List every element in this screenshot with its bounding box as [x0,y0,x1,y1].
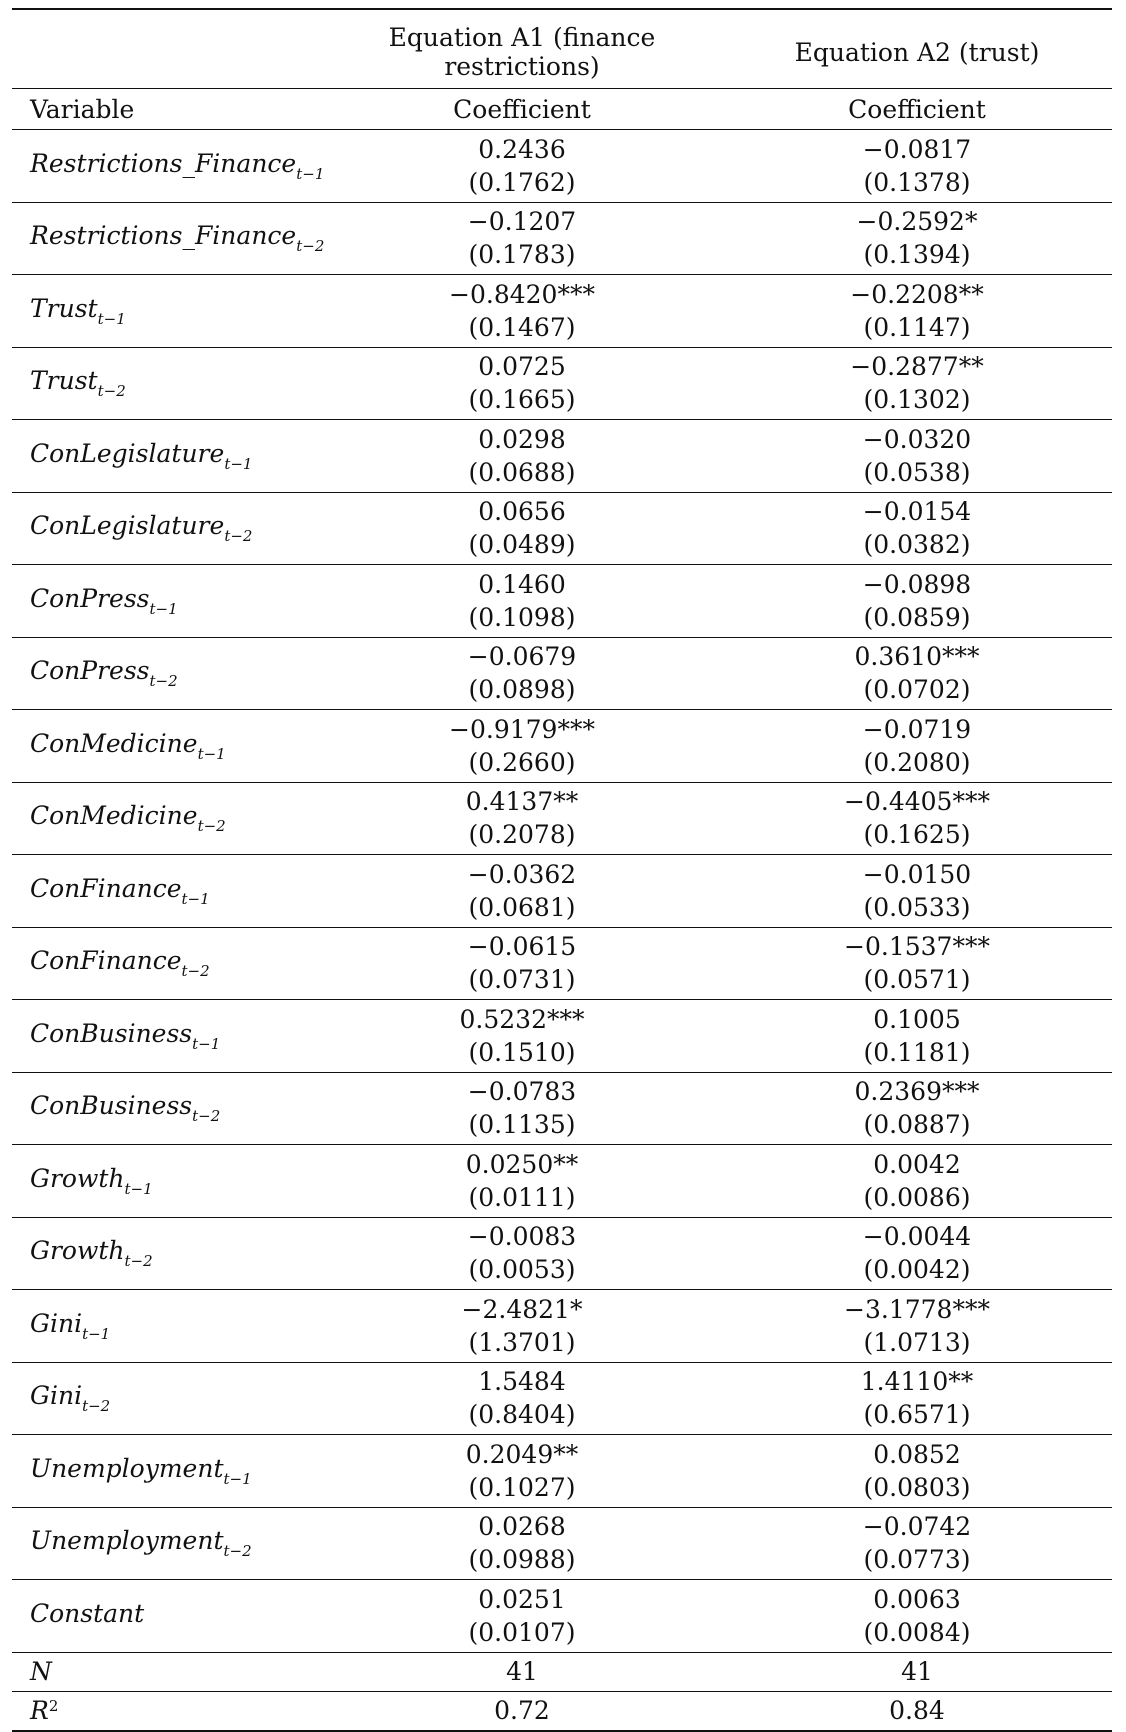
variable-name-cell [12,637,322,710]
coefficient-a1: 0.0250** [465,1149,579,1179]
coefficient-a1: −0.1207 [467,207,577,237]
standard-error-a2: (0.6571) [863,1400,971,1430]
coefficient-a2: −0.2208** [850,279,984,309]
coefficient-a1: 0.4137** [465,787,579,817]
regression-table [12,8,1112,1732]
variable-name: ConLegislature [30,438,225,468]
table-row [12,202,1112,275]
equation-a2-value-cell [722,1145,1112,1218]
variable-name: Trust [30,366,98,396]
regression-table-container [12,8,1112,1732]
r-squared-label [12,1691,322,1731]
equation-a2-value-cell [722,347,1112,420]
equation-a1-value-cell [322,1362,722,1435]
variable-lag-subscript: t−1 [197,744,226,763]
standard-error-a2: (0.0533) [863,892,971,922]
equation-a2-value-cell [722,130,1112,203]
equation-a1-value-cell [322,1507,722,1580]
equation-a2-value-cell [722,1580,1112,1653]
coefficient-a2: −0.0150 [862,859,972,889]
equation-a2-value-cell [722,1435,1112,1508]
coefficient-a2: 0.0042 [873,1149,961,1179]
variable-lag-subscript: t−1 [181,889,210,908]
variable-name-cell [12,782,322,855]
variable-name-cell [12,1290,322,1363]
variable-lag-subscript: t−2 [97,382,126,401]
standard-error-a1: (1.3701) [468,1327,576,1357]
variable-lag-subscript: t−1 [223,1469,252,1488]
equation-a2-value-cell [722,855,1112,928]
variable-name: Unemployment [30,1453,224,1483]
variable-name: ConMedicine [30,728,198,758]
variable-name: Gini [30,1381,83,1411]
coefficient-a2: 0.1005 [873,1004,961,1034]
standard-error-a2: (0.0538) [863,457,971,487]
variable-lag-subscript: t−2 [149,672,178,691]
coefficient-a1: 0.0656 [478,497,566,527]
standard-error-a1: (0.1098) [468,602,576,632]
equation-a1-value-cell [322,1072,722,1145]
n-row [12,1652,1112,1691]
variable-name: ConBusiness [30,1091,193,1121]
standard-error-a1: (0.8404) [468,1400,576,1430]
variable-name-cell [12,420,322,493]
equation-a1-value-cell [322,1435,722,1508]
table-row [12,927,1112,1000]
standard-error-a2: (0.0702) [863,675,971,705]
coefficient-a1: 0.1460 [478,569,566,599]
r-squared-value-a1: 0.72 [322,1691,722,1731]
table-row [12,1362,1112,1435]
equation-a1-value-cell [322,202,722,275]
coefficient-a2: −0.0320 [862,424,972,454]
standard-error-a2: (0.1147) [863,312,971,342]
r-squared-letter: R [30,1696,49,1725]
variable-lag-subscript: t−2 [296,237,325,256]
standard-error-a1: (0.1762) [468,167,576,197]
equation-a1-value-cell [322,1217,722,1290]
variable-name-cell [12,130,325,203]
standard-error-a2: (0.0382) [863,530,971,560]
equation-a2-value-cell [722,782,1112,855]
variable-name: ConPress [30,583,150,613]
variable-name-cell [12,927,322,1000]
table-row [12,782,1112,855]
table-row [12,420,1112,493]
equation-a1-value-cell [322,1580,722,1653]
standard-error-a1: (0.0688) [468,457,576,487]
coefficient-a1: −0.9179*** [449,714,595,744]
equation-a1-value-cell [322,420,722,493]
coefficient-a2: 0.0063 [873,1584,961,1614]
variable-name-cell [12,1507,322,1580]
n-value-a2: 41 [722,1652,1112,1691]
variable-name: Restrictions_Finance [30,221,297,251]
standard-error-a2: (1.0713) [863,1327,971,1357]
equation-a1-value-cell [322,347,722,420]
standard-error-a2: (0.1625) [863,820,971,850]
standard-error-a2: (0.0084) [863,1617,971,1647]
table-row [12,1507,1112,1580]
table-row [12,1435,1112,1508]
equation-title-row [12,9,1112,89]
variable-name: Growth [30,1163,125,1193]
equation-a2-value-cell [722,637,1112,710]
coefficient-a1: 1.5484 [478,1367,566,1397]
equation-a2-value-cell [722,275,1112,348]
variable-name-cell [12,1435,322,1508]
standard-error-a1: (0.1467) [468,312,576,342]
variable-lag-subscript: t−2 [223,1542,252,1561]
equation-a2-value-cell [722,1072,1112,1145]
variable-name-cell [12,1072,322,1145]
table-row [12,1217,1112,1290]
r-squared-value-a2: 0.84 [722,1691,1112,1731]
variable-name-cell [12,565,322,638]
variable-name-cell [12,1000,322,1073]
coefficient-a2: −0.0817 [862,134,972,164]
coefficient-a2: −0.0154 [862,497,972,527]
coefficient-a1: 0.0251 [478,1584,566,1614]
equation-a1-value-cell [322,492,722,565]
variable-lag-subscript: t−1 [296,164,325,183]
equation-a1-value-cell [322,130,722,203]
equation-a1-value-cell [322,1000,722,1073]
variable-lag-subscript: t−1 [82,1324,111,1343]
standard-error-a2: (0.0859) [863,602,971,632]
standard-error-a2: (0.1394) [863,240,971,270]
standard-error-a2: (0.0571) [863,965,971,995]
table-row [12,855,1112,928]
coefficient-a2: 0.3610*** [854,642,980,672]
equation-a1-value-cell [322,637,722,710]
standard-error-a2: (0.0887) [863,1110,971,1140]
coefficient-a1: −2.4821* [461,1294,583,1324]
coefficient-header-a1: Coefficient [322,89,722,130]
equation-a2-value-cell [722,202,1112,275]
equation-a1-value-cell [322,1290,722,1363]
standard-error-a2: (0.1378) [863,167,971,197]
standard-error-a1: (0.2078) [468,820,576,850]
variable-name: ConMedicine [30,801,198,831]
variable-name: Growth [30,1236,125,1266]
standard-error-a2: (0.0773) [863,1545,971,1575]
standard-error-a2: (0.1181) [863,1037,971,1067]
equation-a1-value-cell [322,565,722,638]
equation-a2-title: Equation A2 (trust) [722,9,1112,89]
coefficient-a2: −0.1537*** [844,932,990,962]
table-row [12,637,1112,710]
variable-name-cell [12,202,325,275]
coefficient-a2: −0.0898 [862,569,972,599]
standard-error-a1: (0.1135) [468,1110,576,1140]
coefficient-a1: −0.0679 [467,642,577,672]
equation-a2-value-cell [722,565,1112,638]
table-row [12,565,1112,638]
equation-a1-title: Equation A1 (finance restrictions) [322,9,722,89]
variable-name: Restrictions_Finance [30,148,297,178]
n-label: N [12,1652,322,1691]
coefficient-a1: −0.0083 [467,1222,577,1252]
standard-error-a2: (0.1302) [863,385,971,415]
standard-error-a1: (0.1510) [468,1037,576,1067]
equation-a1-value-cell [322,782,722,855]
variable-lag-subscript: t−2 [82,1397,111,1416]
standard-error-a2: (0.0042) [863,1255,971,1285]
coefficient-a1: 0.0298 [478,424,566,454]
coefficient-a2: 0.2369*** [854,1077,980,1107]
r-squared-superscript: 2 [48,1697,59,1715]
r-squared-row [12,1691,1112,1731]
equation-a2-value-cell [722,420,1112,493]
variable-name-cell [12,710,322,783]
variable-header: Variable [12,89,322,130]
variable-lag-subscript: t−2 [181,962,210,981]
variable-name-cell [12,492,322,565]
equation-a1-value-cell [322,1145,722,1218]
variable-lag-subscript: t−1 [124,1179,153,1198]
equation-a2-value-cell [722,1362,1112,1435]
standard-error-a1: (0.1783) [468,240,576,270]
coefficient-a2: −0.0719 [862,714,972,744]
variable-name-cell [12,1217,322,1290]
standard-error-a1: (0.0731) [468,965,576,995]
variable-lag-subscript: t−1 [192,1034,221,1053]
equation-a2-value-cell [722,927,1112,1000]
variable-lag-subscript: t−2 [192,1107,221,1126]
variable-name-cell [12,275,322,348]
coefficient-header-a2: Coefficient [722,89,1112,130]
equation-a1-value-cell [322,927,722,1000]
standard-error-a2: (0.0803) [863,1472,971,1502]
column-header-row [12,89,1112,130]
standard-error-a1: (0.0988) [468,1545,576,1575]
variable-name: Unemployment [30,1526,224,1556]
standard-error-a2: (0.2080) [863,747,971,777]
equation-a2-value-cell [722,1290,1112,1363]
variable-name: Gini [30,1308,83,1338]
coefficient-a1: 0.0268 [478,1512,566,1542]
table-row [12,275,1112,348]
coefficient-a1: 0.5232*** [459,1004,585,1034]
variable-lag-subscript: t−1 [97,309,126,328]
table-row [12,1145,1112,1218]
coefficient-a1: −0.0362 [467,859,577,889]
table-row [12,1290,1112,1363]
coefficient-a2: 0.0852 [873,1439,961,1469]
table-row [12,710,1112,783]
empty-corner-cell [12,9,322,89]
variable-name: ConBusiness [30,1018,193,1048]
variable-name: ConFinance [30,946,182,976]
variable-lag-subscript: t−2 [124,1252,153,1271]
variable-name: Trust [30,293,98,323]
standard-error-a1: (0.0898) [468,675,576,705]
table-row [12,1000,1112,1073]
coefficient-a1: 0.2436 [478,134,566,164]
equation-a1-value-cell [322,275,722,348]
equation-a1-value-cell [322,710,722,783]
variable-name-cell [12,1580,322,1653]
variable-lag-subscript: t−1 [149,599,178,618]
equation-a2-value-cell [722,1507,1112,1580]
coefficient-a2: −3.1778*** [844,1294,990,1324]
variable-lag-subscript: t−1 [224,454,253,473]
coefficient-a2: −0.4405*** [844,787,990,817]
coefficient-a2: −0.2877** [850,352,984,382]
coefficient-a1: −0.0783 [467,1077,577,1107]
standard-error-a1: (0.0053) [468,1255,576,1285]
table-row [12,1580,1112,1653]
coefficient-a2: −0.0742 [862,1512,972,1542]
coefficient-a1: −0.8420*** [449,279,595,309]
coefficient-a2: −0.2592* [856,207,978,237]
variable-name: Constant [30,1598,145,1628]
variable-name: ConPress [30,656,150,686]
variable-name-cell [12,347,322,420]
coefficient-a2: 1.4110** [860,1367,974,1397]
variable-lag-subscript: t−2 [197,817,226,836]
standard-error-a1: (0.0681) [468,892,576,922]
equation-a2-value-cell [722,1000,1112,1073]
variable-name: ConFinance [30,873,182,903]
standard-error-a1: (0.1027) [468,1472,576,1502]
coefficient-a2: −0.0044 [862,1222,972,1252]
variable-lag-subscript: t−2 [224,527,253,546]
variable-name: ConLegislature [30,511,225,541]
table-row [12,130,1112,203]
variable-name-cell [12,1145,322,1218]
coefficient-a1: 0.0725 [478,352,566,382]
standard-error-a2: (0.0086) [863,1182,971,1212]
equation-a2-value-cell [722,492,1112,565]
variable-name-cell [12,855,322,928]
standard-error-a1: (0.0489) [468,530,576,560]
equation-a1-value-cell [322,855,722,928]
equation-a2-value-cell [722,710,1112,783]
n-value-a1: 41 [322,1652,722,1691]
standard-error-a1: (0.1665) [468,385,576,415]
table-row [12,1072,1112,1145]
table-row [12,347,1112,420]
variable-name-cell [12,1362,322,1435]
standard-error-a1: (0.0107) [468,1617,576,1647]
standard-error-a1: (0.2660) [468,747,576,777]
table-row [12,492,1112,565]
equation-a2-value-cell [722,1217,1112,1290]
coefficient-a1: −0.0615 [467,932,577,962]
standard-error-a1: (0.0111) [468,1182,576,1212]
coefficient-a1: 0.2049** [465,1439,579,1469]
